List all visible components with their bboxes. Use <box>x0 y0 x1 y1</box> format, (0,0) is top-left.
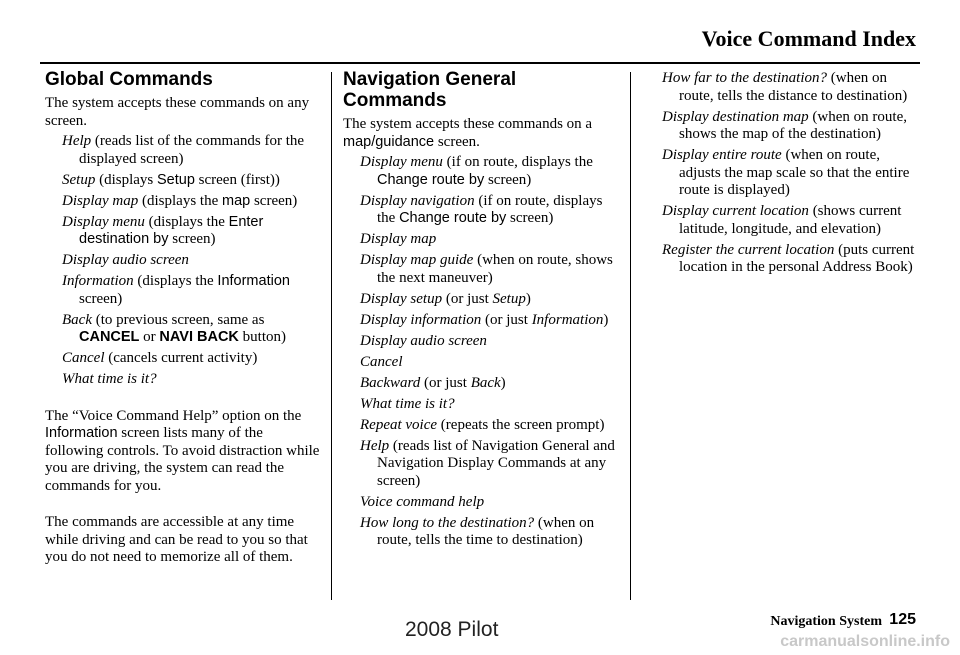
nav-cmd-repeat-voice: Repeat voice (repeats the screen prompt) <box>360 416 605 433</box>
cmd-display-audio: Display audio screen <box>62 252 189 268</box>
nav-cmd-display-navigation: Display navigation (if on route, displays the Change route by screen) <box>360 192 603 226</box>
column-navigation-commands-continued <box>662 70 922 280</box>
nav-cmd-display-setup: Display setup (or just Setup) <box>360 290 531 307</box>
footer-model-label: 2008 Pilot <box>405 618 499 641</box>
footer-section-label: Navigation System <box>770 614 882 629</box>
cmd-information: Information (displays the Information screen) <box>62 273 290 307</box>
nav-cmd-display-map: Display map <box>360 231 437 247</box>
nav-intro: The system accepts these commands on a map/guidance screen. <box>343 116 593 150</box>
cmd-what-time: What time is it? <box>62 371 157 387</box>
nav-cmd-display-entire-route: Display entire route (when on route, adjusts the map scale so that the entire route is displayed) <box>662 147 910 198</box>
global-command-list <box>62 133 320 389</box>
nav-cmd-display-information: Display information (or just Information) <box>360 311 609 328</box>
watermark: carmanualsonline.info <box>780 633 950 650</box>
cmd-help: Help (reads list of the commands for the displayed screen) <box>62 133 305 167</box>
title-rule <box>40 62 920 64</box>
nav-cmd-display-menu: Display menu (if on route, displays the Change route by screen) <box>360 154 593 188</box>
nav-cmd-cancel: Cancel <box>360 353 403 370</box>
cmd-display-map: Display map (displays the map screen) <box>62 192 298 209</box>
nav-cmd-help: Help (reads list of Navigation General and Navigation Display Commands at any screen) <box>360 437 615 489</box>
column-global-commands <box>45 66 320 586</box>
nav-cmd-display-map-guide: Display map guide (when on route, shows the next maneuver) <box>360 252 613 286</box>
column-divider-1 <box>331 72 332 600</box>
global-intro: The system accepts these commands on any screen. <box>45 95 310 129</box>
cmd-setup: Setup (displays Setup screen (first)) <box>62 171 280 188</box>
nav-cmd-register-location: Register the current location (puts current location in the personal Address Book) <box>662 241 915 275</box>
column-divider-2 <box>630 72 631 600</box>
global-help-paragraph: The “Voice Command Help” option on the Information screen lists many of the following controls. To avoid distraction while you are driving, the system can read the commands for you. <box>45 407 320 494</box>
nav-cmd-how-far: How far to the destination? (when on route, tells the distance to destination) <box>662 70 908 104</box>
heading-global-commands: Global Commands <box>45 69 213 90</box>
page-title: Voice Command Index <box>701 26 916 51</box>
nav-cmd-voice-command-help: Voice command help <box>360 493 485 510</box>
nav-cmd-display-audio: Display audio screen <box>360 332 487 349</box>
cmd-back: Back (to previous screen, same as CANCEL or NAVI BACK button) <box>62 311 286 345</box>
nav-cmd-how-long: How long to the destination? (when on route, tells the time to destination) <box>360 514 595 548</box>
nav-command-list <box>360 154 618 550</box>
cmd-cancel: Cancel (cancels current activity) <box>62 350 258 366</box>
heading-navigation-general: Navigation General Commands <box>343 69 517 111</box>
page-number: 125 <box>889 611 916 628</box>
nav-cmd-backward: Backward (or just Back) <box>360 374 506 391</box>
column-navigation-commands <box>343 66 618 553</box>
nav-cmd-what-time: What time is it? <box>360 395 455 412</box>
nav-cmd-display-current-location: Display current location (shows current latitude, longitude, and elevation) <box>662 203 902 237</box>
global-access-paragraph: The commands are accessible at any time while driving and can be read to you so that you do not need to memorize all of them. <box>45 514 308 565</box>
cmd-display-menu: Display menu (displays the Enter destination by screen) <box>62 213 264 247</box>
nav-cmd-display-destination-map: Display destination map (when on route, shows the map of the destination) <box>662 108 907 142</box>
